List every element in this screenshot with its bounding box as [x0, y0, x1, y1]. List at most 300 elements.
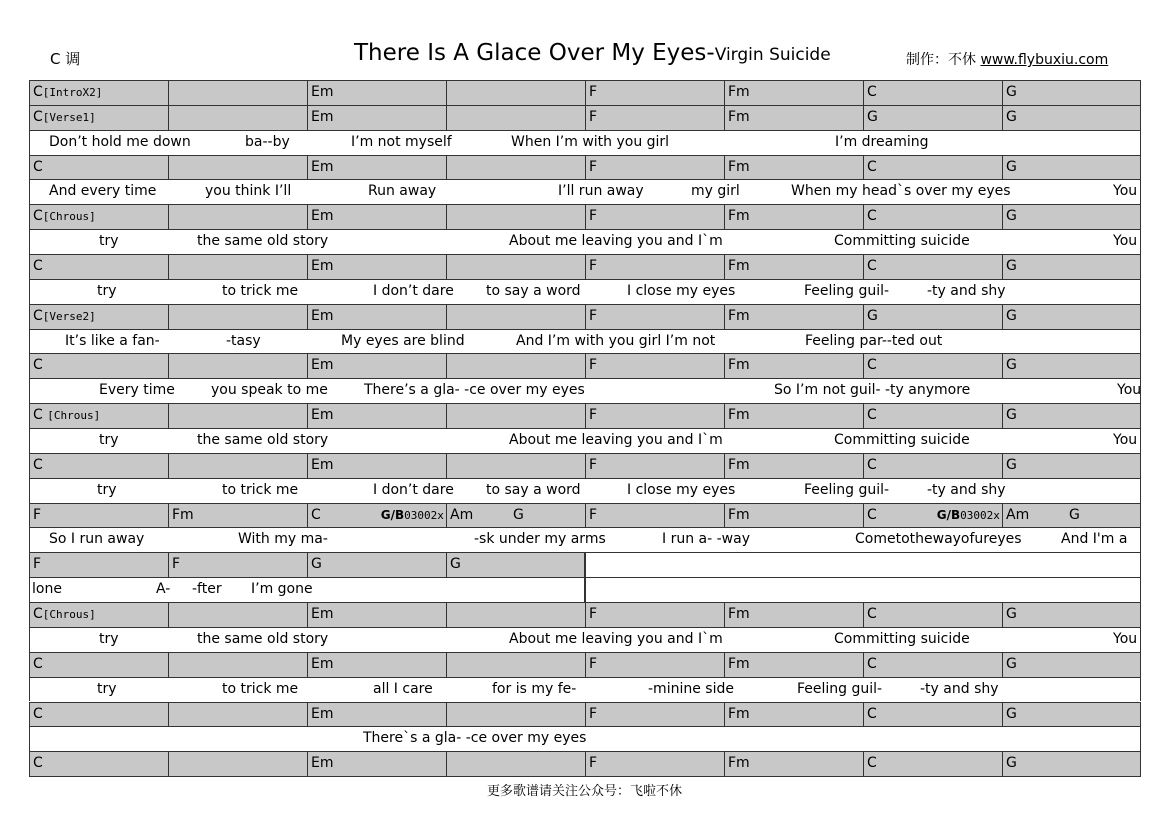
lyric-text: ba--by	[245, 133, 290, 150]
lyric-text: You	[1117, 382, 1142, 399]
chord-cell	[307, 155, 446, 180]
song-title-text: There Is A Glace Over My Eyes-	[354, 40, 715, 66]
chord-name: C	[867, 755, 877, 772]
chord-cell	[29, 652, 168, 677]
lyric-cell	[29, 378, 1141, 403]
lyric-text: I don’t dare	[373, 481, 454, 498]
lyric-text: try	[99, 630, 119, 647]
chord-cell	[1002, 254, 1141, 279]
lyric-text: And I’m with you girl I’m not	[516, 332, 716, 349]
chord-cell	[446, 453, 585, 478]
chord-cell	[1002, 503, 1141, 528]
chord-cell	[446, 105, 585, 130]
lyric-text: Feeling par--ted out	[805, 332, 943, 349]
chord-cell	[29, 503, 168, 528]
chord-cell	[29, 552, 168, 577]
lyric-text: lone	[32, 581, 62, 598]
chord-name: C	[867, 407, 877, 424]
chord-cell	[307, 453, 446, 478]
chord-cell	[168, 204, 307, 229]
chord-annotation: [Chrous]	[42, 608, 96, 622]
song-title	[354, 40, 831, 66]
chord-name: C	[867, 258, 877, 275]
chord-cell	[585, 652, 724, 677]
chord-cell	[168, 503, 307, 528]
lyric-text: Feeling guil-	[797, 680, 883, 697]
lyric-text: to trick me	[222, 481, 299, 498]
chord-cell	[446, 304, 585, 329]
lyric-row	[29, 329, 1141, 354]
lyric-text: -minine side	[648, 680, 734, 697]
chord-name: Em	[311, 208, 334, 225]
chord-cell	[29, 602, 168, 627]
chord-cell	[307, 304, 446, 329]
chord-cell	[1002, 105, 1141, 130]
lyric-text: You	[1113, 630, 1138, 647]
empty-cell	[585, 577, 1141, 602]
lyric-text: the same old story	[197, 432, 329, 449]
lyric-text: When my head`s over my eyes	[791, 183, 1011, 200]
lyric-row	[29, 130, 1141, 155]
chord-name: C	[867, 208, 877, 225]
lyric-text: -sk under my arms	[474, 531, 606, 548]
chord-cell	[168, 304, 307, 329]
chord-cell	[446, 552, 585, 577]
chord-name: Fm	[728, 307, 750, 324]
chord-name: Fm	[728, 705, 750, 722]
chord-name: C	[867, 84, 877, 100]
lyric-text: And I'm a	[1061, 531, 1128, 548]
key-label: C 调	[50, 50, 81, 68]
lyric-text: -ty and shy	[927, 481, 1006, 498]
chord-cell	[307, 702, 446, 727]
chord-cell	[724, 503, 863, 528]
lyric-text: Every time	[99, 382, 175, 399]
chord-cell	[29, 453, 168, 478]
chord-sheet	[29, 80, 1141, 776]
lyric-text: There`s a gla- -ce over my eyes	[363, 730, 587, 747]
lyric-text: My eyes are blind	[341, 332, 465, 349]
chord-cell	[863, 453, 1002, 478]
chord-cell	[446, 204, 585, 229]
chord-name: G	[1006, 108, 1017, 125]
lyric-text: I run a- -way	[662, 531, 750, 548]
lyric-text: You	[1113, 233, 1138, 250]
slash-chord: G/B	[380, 507, 405, 522]
chord-name: G	[1006, 357, 1017, 374]
chord-cell	[1002, 702, 1141, 727]
lyric-text: Committing suicide	[834, 630, 970, 647]
chord-cell	[446, 751, 585, 776]
lyric-row	[29, 577, 1141, 602]
chord-name: G	[1006, 258, 1017, 275]
chord-name: F	[33, 506, 42, 523]
chord-cell	[29, 105, 168, 130]
chord-name: C	[33, 258, 43, 275]
chord-row	[29, 503, 1141, 528]
chord-name: Fm	[728, 158, 750, 175]
artist-name: Virgin Suicide	[714, 45, 831, 65]
chord-name: Fm	[728, 84, 750, 100]
chord-cell	[585, 353, 724, 378]
chord-cell	[1002, 204, 1141, 229]
chord-cell	[168, 254, 307, 279]
chord-cell	[307, 503, 446, 528]
chord-name: C	[311, 506, 321, 523]
chord-row	[29, 204, 1141, 229]
lyric-text: to say a word	[486, 282, 581, 299]
chord-cell	[863, 403, 1002, 428]
chord-name: G	[1006, 84, 1017, 100]
chord-cell	[168, 353, 307, 378]
chord-name: Em	[311, 705, 334, 722]
chord-name: G	[1006, 705, 1017, 722]
chord-name: F	[589, 407, 598, 424]
chord-name: Em	[311, 755, 334, 772]
chord-name: F	[33, 556, 42, 573]
chord-cell	[585, 403, 724, 428]
chord-cell	[168, 453, 307, 478]
chord-name: F	[172, 556, 181, 573]
lyric-text: There’s a gla- -ce over my eyes	[364, 382, 585, 399]
lyric-row	[29, 428, 1141, 453]
empty-cell	[585, 552, 1141, 577]
chord-name: F	[589, 506, 598, 523]
chord-annotation: [Chrous]	[47, 409, 101, 423]
chord-cell	[585, 254, 724, 279]
lyric-row	[29, 726, 1141, 751]
chord-cell	[446, 353, 585, 378]
maker-url-link[interactable]: www.flybuxiu.com	[980, 52, 1109, 68]
chord-cell	[1002, 751, 1141, 776]
lyric-text: try	[97, 282, 117, 299]
lyric-text: to trick me	[222, 282, 299, 299]
chord-cell	[307, 652, 446, 677]
chord-annotation: 03002x	[404, 508, 444, 522]
lyric-text: Run away	[368, 183, 437, 200]
chord-cell	[29, 751, 168, 776]
chord-cell	[307, 403, 446, 428]
lyric-text: You	[1113, 183, 1138, 200]
chord-name: Am	[450, 506, 474, 523]
lyric-text: About me leaving you and I`m	[509, 630, 723, 647]
chord-name: C	[867, 357, 877, 374]
chord-annotation: [IntroX2]	[42, 86, 103, 99]
chord-cell	[307, 751, 446, 776]
chord-name: Fm	[728, 755, 750, 772]
chord-name: Em	[311, 407, 334, 424]
chord-name: C	[33, 357, 43, 374]
chord-name: Fm	[728, 606, 750, 623]
chord-name: Em	[311, 357, 334, 374]
chord-cell	[724, 254, 863, 279]
lyric-text: you think I’ll	[205, 183, 292, 200]
chord-name: C	[33, 705, 43, 722]
chord-cell	[863, 702, 1002, 727]
chord-name: F	[589, 307, 598, 324]
chord-name: C	[33, 755, 43, 772]
chord-name: Em	[311, 158, 334, 175]
lyric-text: my girl	[691, 183, 740, 200]
lyric-text: I’m dreaming	[835, 133, 929, 150]
chord-cell	[168, 403, 307, 428]
chord-name: C	[33, 208, 43, 225]
chord-name: G	[1006, 456, 1017, 473]
chord-name: F	[589, 158, 598, 175]
lyric-text: About me leaving you and I`m	[509, 233, 723, 250]
chord-name: C	[33, 307, 43, 324]
lyric-text: I don’t dare	[373, 282, 454, 299]
chord-row	[29, 304, 1141, 329]
chord-cell	[585, 80, 724, 105]
chord-name: F	[589, 108, 598, 125]
chord-cell	[585, 602, 724, 627]
slash-chord: G/B	[936, 507, 961, 522]
chord-cell	[585, 155, 724, 180]
chord-cell	[724, 353, 863, 378]
chord-name: C	[33, 84, 43, 100]
chord-cell	[29, 254, 168, 279]
chord-name: C	[867, 655, 877, 672]
lyric-text: I’m gone	[251, 581, 313, 598]
chord-name: C	[33, 655, 43, 672]
chord-cell	[863, 751, 1002, 776]
lyric-text: -tasy	[226, 332, 261, 349]
chord-name: C	[33, 108, 43, 125]
chord-name: Fm	[728, 357, 750, 374]
chord-cell	[724, 155, 863, 180]
chord-name: F	[589, 258, 598, 275]
lyric-text: the same old story	[197, 630, 329, 647]
chord-cell	[307, 353, 446, 378]
lyric-text: About me leaving you and I`m	[509, 432, 723, 449]
chord-cell	[29, 304, 168, 329]
chord-cell	[1002, 652, 1141, 677]
chord-name: Fm	[728, 456, 750, 473]
chord-row	[29, 353, 1141, 378]
chord-cell	[585, 453, 724, 478]
chord-name: F	[589, 357, 598, 374]
chord-cell	[863, 652, 1002, 677]
chord-cell	[29, 403, 168, 428]
chord-name: Am	[1006, 506, 1030, 523]
chord-annotation: [Verse1]	[42, 110, 96, 124]
chord-cell	[29, 353, 168, 378]
chord-annotation: [Chrous]	[42, 210, 96, 224]
lyric-text: You	[1113, 432, 1138, 449]
chord-name: F	[589, 208, 598, 225]
lyric-row	[29, 627, 1141, 652]
chord-name: F	[589, 84, 598, 100]
chord-cell	[446, 652, 585, 677]
chord-cell	[1002, 602, 1141, 627]
lyric-row	[29, 677, 1141, 702]
chord-cell	[863, 155, 1002, 180]
chord-cell	[724, 453, 863, 478]
chord-cell	[863, 80, 1002, 105]
chord-cell	[585, 105, 724, 130]
lyric-text: A-	[156, 581, 171, 598]
chord-name: Em	[311, 655, 334, 672]
chord-cell	[307, 254, 446, 279]
lyric-text: Committing suicide	[834, 233, 970, 250]
chord-annotation: 03002x	[960, 508, 1000, 522]
chord-name: C	[867, 705, 877, 722]
chord-cell	[1002, 80, 1141, 105]
chord-name: G	[311, 556, 322, 573]
chord-row	[29, 602, 1141, 627]
chord-name: G	[1069, 506, 1080, 523]
lyric-text: for is my fe-	[492, 680, 577, 697]
chord-name: G	[1006, 307, 1017, 324]
chord-name: Fm	[172, 506, 194, 523]
chord-cell	[168, 155, 307, 180]
sheet-bottom-border	[29, 776, 1141, 777]
chord-annotation: [Verse2]	[42, 309, 96, 323]
chord-name: C	[33, 606, 43, 623]
chord-name: G	[1006, 158, 1017, 175]
chord-cell	[307, 105, 446, 130]
chord-name: G	[1006, 606, 1017, 623]
lyric-row	[29, 279, 1141, 304]
lyric-text: Feeling guil-	[804, 481, 890, 498]
chord-row	[29, 751, 1141, 776]
lyric-text: And every time	[49, 183, 157, 200]
chord-name: G	[513, 506, 524, 523]
chord-name: G	[867, 307, 878, 324]
lyric-text: try	[99, 233, 119, 250]
lyric-text: I close my eyes	[627, 481, 736, 498]
chord-cell	[446, 155, 585, 180]
chord-name: Fm	[728, 655, 750, 672]
lyric-text: try	[97, 481, 117, 498]
chord-cell	[724, 702, 863, 727]
chord-name: G	[1006, 407, 1017, 424]
lyric-text: -ty and shy	[920, 680, 999, 697]
chord-cell	[585, 702, 724, 727]
chord-row	[29, 702, 1141, 727]
chord-cell	[168, 702, 307, 727]
footer-note: 更多歌谱请关注公众号：飞啦不休	[486, 784, 682, 799]
lyric-text: all I care	[373, 680, 433, 697]
lyric-text: try	[99, 432, 119, 449]
chord-name: Em	[311, 108, 334, 125]
lyric-text: When I’m with you girl	[511, 133, 670, 150]
chord-name: C	[33, 158, 43, 175]
chord-cell	[724, 304, 863, 329]
chord-row	[29, 453, 1141, 478]
chord-name: Em	[311, 606, 334, 623]
chord-name: G	[1006, 655, 1017, 672]
chord-cell	[446, 403, 585, 428]
chord-name: G	[450, 556, 461, 573]
chord-cell	[29, 80, 168, 105]
chord-cell	[307, 80, 446, 105]
chord-name: Em	[311, 307, 334, 324]
chord-cell	[724, 751, 863, 776]
chord-name: G	[1006, 208, 1017, 225]
chord-cell	[1002, 453, 1141, 478]
chord-cell	[724, 602, 863, 627]
maker-label: 制作：不休	[906, 52, 976, 68]
lyric-text: Committing suicide	[834, 432, 970, 449]
chord-cell	[863, 304, 1002, 329]
chord-cell	[168, 652, 307, 677]
chord-cell	[863, 254, 1002, 279]
chord-cell	[168, 751, 307, 776]
chord-cell	[29, 702, 168, 727]
chord-name: G	[867, 108, 878, 125]
chord-cell	[724, 403, 863, 428]
chord-row	[29, 552, 1141, 577]
chord-name: C	[33, 456, 43, 473]
chord-cell	[863, 204, 1002, 229]
chord-name: F	[589, 606, 598, 623]
chord-cell	[446, 602, 585, 627]
chord-name: C	[867, 606, 877, 623]
lyric-text: to trick me	[222, 680, 299, 697]
chord-cell	[168, 602, 307, 627]
chord-name: C	[867, 456, 877, 473]
chord-name: F	[589, 755, 598, 772]
chord-cell	[1002, 353, 1141, 378]
chord-name: Fm	[728, 258, 750, 275]
chord-cell	[1002, 155, 1141, 180]
chord-cell	[585, 304, 724, 329]
lyric-text: With my ma-	[238, 531, 328, 548]
lyric-text: I’ll run away	[558, 183, 644, 200]
lyric-text: -fter	[192, 581, 222, 598]
chord-cell	[863, 105, 1002, 130]
chord-name: Fm	[728, 506, 750, 523]
chord-cell	[724, 105, 863, 130]
chord-row	[29, 652, 1141, 677]
chord-name: C	[33, 407, 48, 424]
lyric-row	[29, 527, 1141, 552]
chord-name: Fm	[728, 108, 750, 125]
lyric-text: you speak to me	[211, 382, 328, 399]
maker-info	[906, 49, 1108, 69]
chord-name: C	[867, 158, 877, 175]
chord-name: Em	[311, 84, 334, 100]
chord-cell	[1002, 403, 1141, 428]
chord-name: G	[1006, 755, 1017, 772]
chord-cell	[446, 254, 585, 279]
chord-row	[29, 254, 1141, 279]
chord-cell	[307, 204, 446, 229]
chord-cell	[724, 80, 863, 105]
lyric-text: Cometothewayofureyes	[855, 531, 1022, 548]
lyric-text: try	[97, 680, 117, 697]
chord-name: Em	[311, 258, 334, 275]
lyric-text: Feeling guil-	[804, 282, 890, 299]
lyric-text: So I run away	[49, 531, 145, 548]
chord-row	[29, 155, 1141, 180]
chord-name: C	[867, 506, 877, 523]
lyric-text: to say a word	[486, 481, 581, 498]
lyric-text: -ty and shy	[927, 282, 1006, 299]
chord-cell	[585, 751, 724, 776]
chord-cell	[446, 80, 585, 105]
chord-cell	[307, 552, 446, 577]
chord-name: Fm	[728, 208, 750, 225]
chord-cell	[863, 602, 1002, 627]
lyric-text: So I’m not guil- -ty anymore	[774, 382, 971, 399]
chord-cell	[29, 204, 168, 229]
lyric-row	[29, 378, 1141, 403]
chord-row	[29, 80, 1141, 105]
chord-cell	[585, 204, 724, 229]
